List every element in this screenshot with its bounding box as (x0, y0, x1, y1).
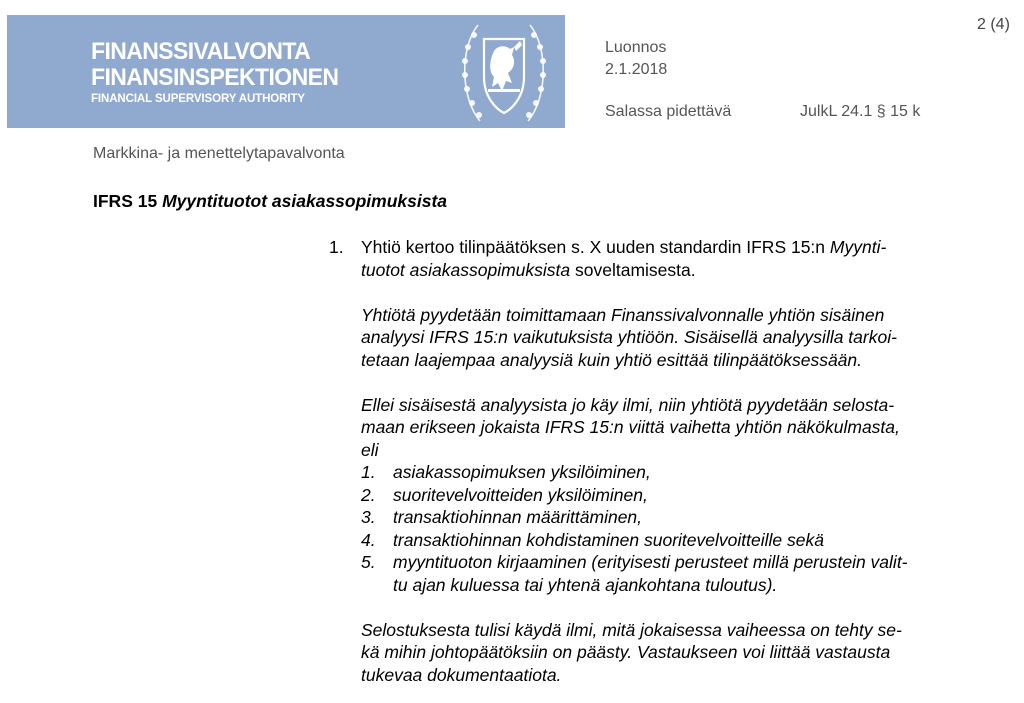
list-item-number: 3. (361, 507, 376, 527)
item-1-line-2-a: tuotot asiakassopimuksista (361, 259, 571, 280)
paragraph-line: maan erikseen jokaista IFRS 15:n viittä vaihetta yhtiön näkökulmasta, (361, 417, 900, 437)
paragraph-1 (361, 304, 989, 372)
list-item-line: asiakassopimuksen yksilöiminen, (393, 462, 651, 482)
item-1-line-1-a: Yhtiö kertoo tilinpäätöksen s. X uuden standardin IFRS 15:n (361, 237, 830, 257)
confidentiality-label: Salassa pidettävä (605, 103, 732, 120)
list-item-line: transaktiohinnan kohdistaminen suoritevelvoitteille sekä (393, 529, 824, 550)
paragraph-line: tukevaa dokumentaatiota. (361, 664, 562, 685)
document-status: Luonnos (605, 39, 667, 56)
list-item-line: myyntituoton kirjaaminen (erityisesti perusteet millä perustein valit- (393, 552, 908, 572)
list-item-number: 1. (361, 462, 376, 482)
item-1-line-2-b: soveltamisesta. (570, 259, 696, 280)
list-item-number: 5. (361, 552, 376, 572)
title-prefix: IFRS 15 (93, 191, 158, 211)
list-item (361, 529, 989, 552)
list-item (361, 551, 989, 596)
item-1-line-1 (361, 236, 989, 259)
paragraph-2 (361, 394, 989, 462)
paragraph-line: tetaan laajempaa analyysiä kuin yhtiö esittää tilinpäätöksessään. (361, 349, 863, 370)
list-item-text (393, 551, 989, 596)
paragraph-line: Ellei sisäisestä analyysista jo käy ilmi, niin yhtiötä pyydetään selosta- (361, 394, 895, 415)
paragraph-3 (361, 619, 989, 687)
logo-line-2: FINANSINSPEKTIONEN (91, 63, 339, 91)
list-item (361, 484, 989, 507)
list-item-line: tu ajan kuluessa tai yhtenä ajankohtana tuloutus). (393, 574, 778, 595)
item-1 (329, 236, 989, 281)
list-item-line: transaktiohinnan määrittäminen, (393, 507, 643, 527)
item-1-line-1-b: Myynti- (829, 237, 887, 257)
list-item-text (393, 529, 989, 552)
finnish-lion-crest-icon (450, 17, 558, 127)
item-1-line-2 (361, 259, 989, 282)
list-item-text (393, 461, 989, 484)
list-item-text (393, 484, 989, 507)
page-number: 2 (4) (977, 16, 1010, 33)
list-item-line: suoritevelvoitteiden yksilöiminen, (393, 484, 648, 505)
document-body (329, 236, 989, 686)
paragraph-line: kä mihin johtopäätöksiin on päästy. Vastaukseen voi liittää vastausta (361, 642, 891, 662)
list-item (361, 506, 989, 529)
list-item (361, 461, 989, 484)
legal-reference: JulkL 24.1 § 15 k (800, 103, 921, 120)
department-name: Markkina- ja menettelytapavalvonta (93, 145, 345, 162)
list-item-number: 4. (361, 529, 376, 550)
list-item-number: 2. (361, 484, 376, 505)
title-italic: Myyntituotot asiakassopimuksista (162, 191, 448, 211)
logo-line-3: FINANCIAL SUPERVISORY AUTHORITY (91, 93, 305, 105)
paragraph-line: Yhtiötä pyydetään toimittamaan Finanssivalvonnalle yhtiön sisäinen (361, 304, 885, 325)
item-number: 1. (329, 237, 344, 257)
logo-wordmark (91, 37, 338, 107)
logo-line-1: FINANSSIVALVONTA (91, 37, 311, 65)
document-title (93, 191, 447, 212)
item-1-text (361, 236, 989, 281)
document-date: 2.1.2018 (605, 61, 668, 78)
paragraph-line: Selostuksesta tulisi käydä ilmi, mitä jokaisessa vaiheessa on tehty se- (361, 619, 902, 640)
logo-banner (7, 15, 565, 128)
list-item-text (393, 506, 989, 529)
paragraph-line: analyysi IFRS 15:n vaikutuksista yhtiöön. Sisäisellä analyysilla tarkoi- (361, 327, 897, 347)
paragraph-line: eli (361, 439, 379, 460)
